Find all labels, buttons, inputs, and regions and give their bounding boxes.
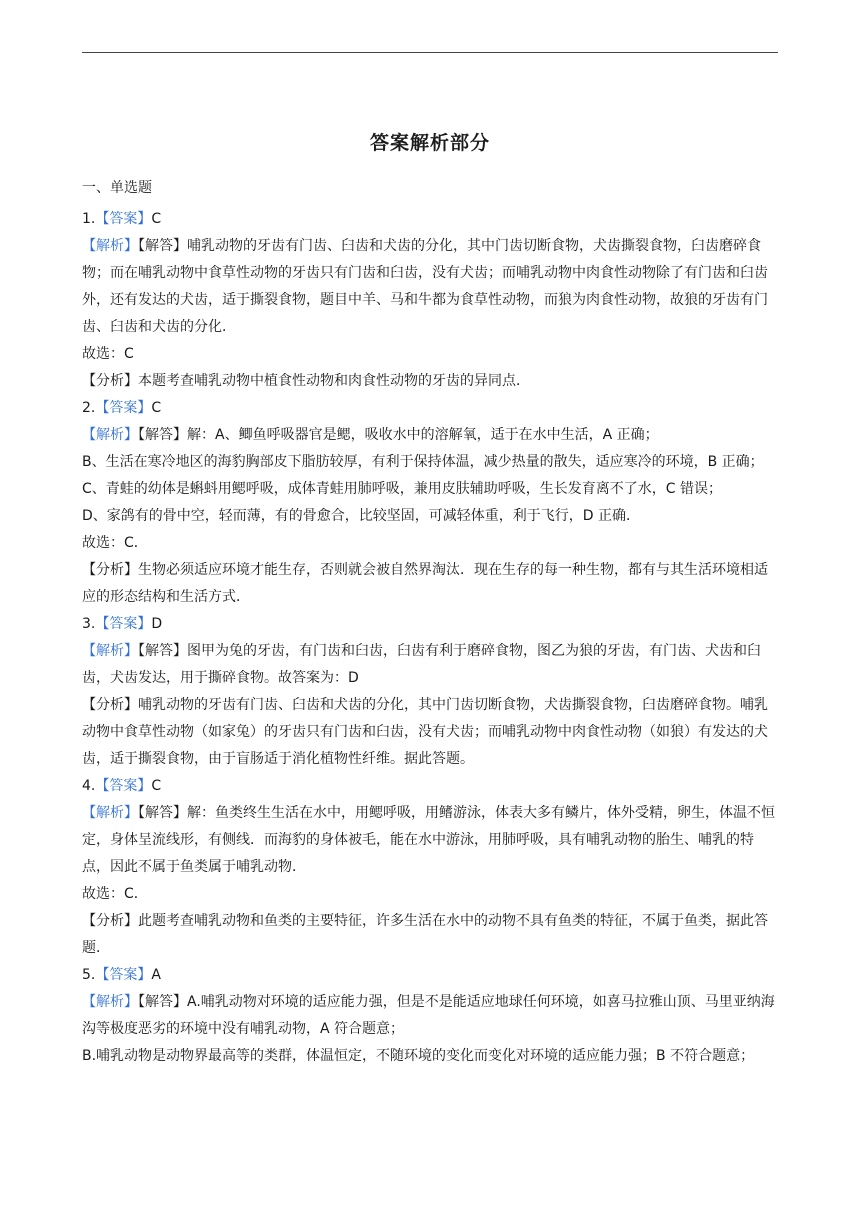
q5-number: 5. [82, 967, 96, 983]
q1-analysis-label: 【分析】 [82, 373, 138, 389]
q1-analysis-text: 本题考查哺乳动物中植食性动物和肉食性动物的牙齿的异同点． [138, 373, 530, 389]
q2-explain-c: C、青蛙的幼体是蝌蚪用鳃呼吸，成体青蛙用肺呼吸，兼用皮肤辅助呼吸，生长发育离不了水，C 错误； [82, 481, 722, 497]
q1-solve-label: 【解答】 [138, 238, 187, 254]
q3-explain [82, 638, 780, 692]
answer-content [82, 175, 780, 1070]
q5-explain-a-text: A.哺乳动物对环境的适应能力强，但是不是能适应地球任何环境，如喜马拉雅山顶、马里亚纳海沟等极度恶劣的环境中没有哺乳动物，A 符合题意； [82, 994, 775, 1037]
q5-answer: A [151, 967, 161, 983]
q4-answer-label: 【答案】 [95, 778, 152, 794]
q3-analysis [82, 692, 780, 773]
q3-number: 3. [82, 616, 96, 632]
q5-answer-line [82, 962, 780, 989]
q2-answer-line [82, 395, 780, 422]
q1-choice: 故选：C [82, 346, 134, 362]
q5-explain-a [82, 989, 780, 1043]
q1-explain-label: 【解析】 [82, 238, 138, 254]
header-rule [82, 52, 778, 53]
q1-answer-line [82, 206, 780, 233]
q1-answer-label: 【答案】 [95, 211, 152, 227]
q2-answer-label: 【答案】 [95, 400, 152, 416]
q3-analysis-text: 哺乳动物的牙齿有门齿、臼齿和犬齿的分化，其中门齿切断食物，犬齿撕裂食物，臼齿磨碎食物。哺乳动物中食草性动物（如家兔）的牙齿只有门齿和臼齿，没有犬齿；而哺乳动物中肉食性动物（如狼）有发达的犬齿，适于撕裂食物，由于盲肠适于消化植物性纤维。据此答题。 [82, 697, 768, 767]
q1-explain [82, 233, 780, 341]
section-heading: 一、单选题 [82, 180, 152, 196]
q3-analysis-label: 【分析】 [82, 697, 138, 713]
q4-explain-label: 【解析】 [82, 805, 138, 821]
q4-number: 4. [82, 778, 96, 794]
q2-answer: C [151, 400, 162, 416]
q3-explain-text: 图甲为兔的牙齿，有门齿和臼齿，臼齿有利于磨碎食物，图乙为狼的牙齿，有门齿、犬齿和臼齿，犬齿发达，用于撕碎食物。故答案为：D [82, 643, 761, 686]
q2-explain-a [82, 422, 780, 449]
q5-explain-b: B.哺乳动物是动物界最高等的类群，体温恒定，不随环境的变化而变化对环境的适应能力强；B 不符合题意； [82, 1048, 755, 1064]
q4-solve-label: 【解答】 [138, 805, 187, 821]
q1-answer: C [151, 211, 162, 227]
q2-explain-b: B、生活在寒冷地区的海豹胸部皮下脂肪较厚，有利于保持体温，减少热量的散失，适应寒冷的环境，B 正确； [82, 454, 764, 470]
q4-analysis-label: 【分析】 [82, 913, 138, 929]
q3-explain-label: 【解析】 [82, 643, 138, 659]
q2-explain-d: D、家鸽有的骨中空，轻而薄，有的骨愈合，比较坚固，可减轻体重，利于飞行，D 正确． [82, 508, 641, 524]
q4-analysis-text: 此题考查哺乳动物和鱼类的主要特征，许多生活在水中的动物不具有鱼类的特征，不属于鱼类，据此答题． [82, 913, 768, 956]
q3-answer: D [151, 616, 163, 632]
q4-choice: 故选：C． [82, 886, 148, 902]
q4-answer: C [151, 778, 162, 794]
q2-explain-a-text: 解：A、鲫鱼呼吸器官是鳃，吸收水中的溶解氧，适于在水中生活，A 正确； [187, 427, 659, 443]
q3-answer-label: 【答案】 [95, 616, 152, 632]
q4-analysis [82, 908, 780, 962]
q3-answer-line [82, 611, 780, 638]
q2-explain-label: 【解析】 [82, 427, 138, 443]
q1-number: 1. [82, 211, 96, 227]
q2-analysis-label: 【分析】 [82, 562, 138, 578]
q1-explain-text: 哺乳动物的牙齿有门齿、臼齿和犬齿的分化，其中门齿切断食物，犬齿撕裂食物，臼齿磨碎食物；而在哺乳动物中食草性动物的牙齿只有门齿和臼齿，没有犬齿；而哺乳动物中肉食性动物除了有门齿和臼齿外，还有发达的犬齿，适于撕裂食物，题目中羊、马和牛都为食草性动物，而狼为肉食性动物，故狼的牙齿有门齿、臼齿和犬齿的分化． [82, 238, 768, 335]
q5-explain-label: 【解析】 [82, 994, 138, 1010]
q1-analysis [82, 368, 780, 395]
q4-explain-text: 解：鱼类终生生活在水中，用鳃呼吸，用鳍游泳，体表大多有鳞片，体外受精，卵生，体温不恒定，身体呈流线形，有侧线．而海豹的身体被毛，能在水中游泳，用肺呼吸，具有哺乳动物的胎生、哺乳的特点，因此不属于鱼类属于哺乳动物． [82, 805, 775, 875]
q2-choice: 故选：C． [82, 535, 148, 551]
q3-solve-label: 【解答】 [138, 643, 187, 659]
page-title: 答案解析部分 [369, 132, 490, 154]
q2-solve-label: 【解答】 [138, 427, 187, 443]
q5-solve-label: 【解答】 [138, 994, 187, 1010]
q2-analysis-text: 生物必须适应环境才能生存，否则就会被自然界淘汰．现在生存的每一种生物，都有与其生活环境相适应的形态结构和生活方式． [82, 562, 768, 605]
q2-number: 2. [82, 400, 96, 416]
q4-explain [82, 800, 780, 881]
q5-answer-label: 【答案】 [95, 967, 152, 983]
q2-analysis [82, 557, 780, 611]
q4-answer-line [82, 773, 780, 800]
